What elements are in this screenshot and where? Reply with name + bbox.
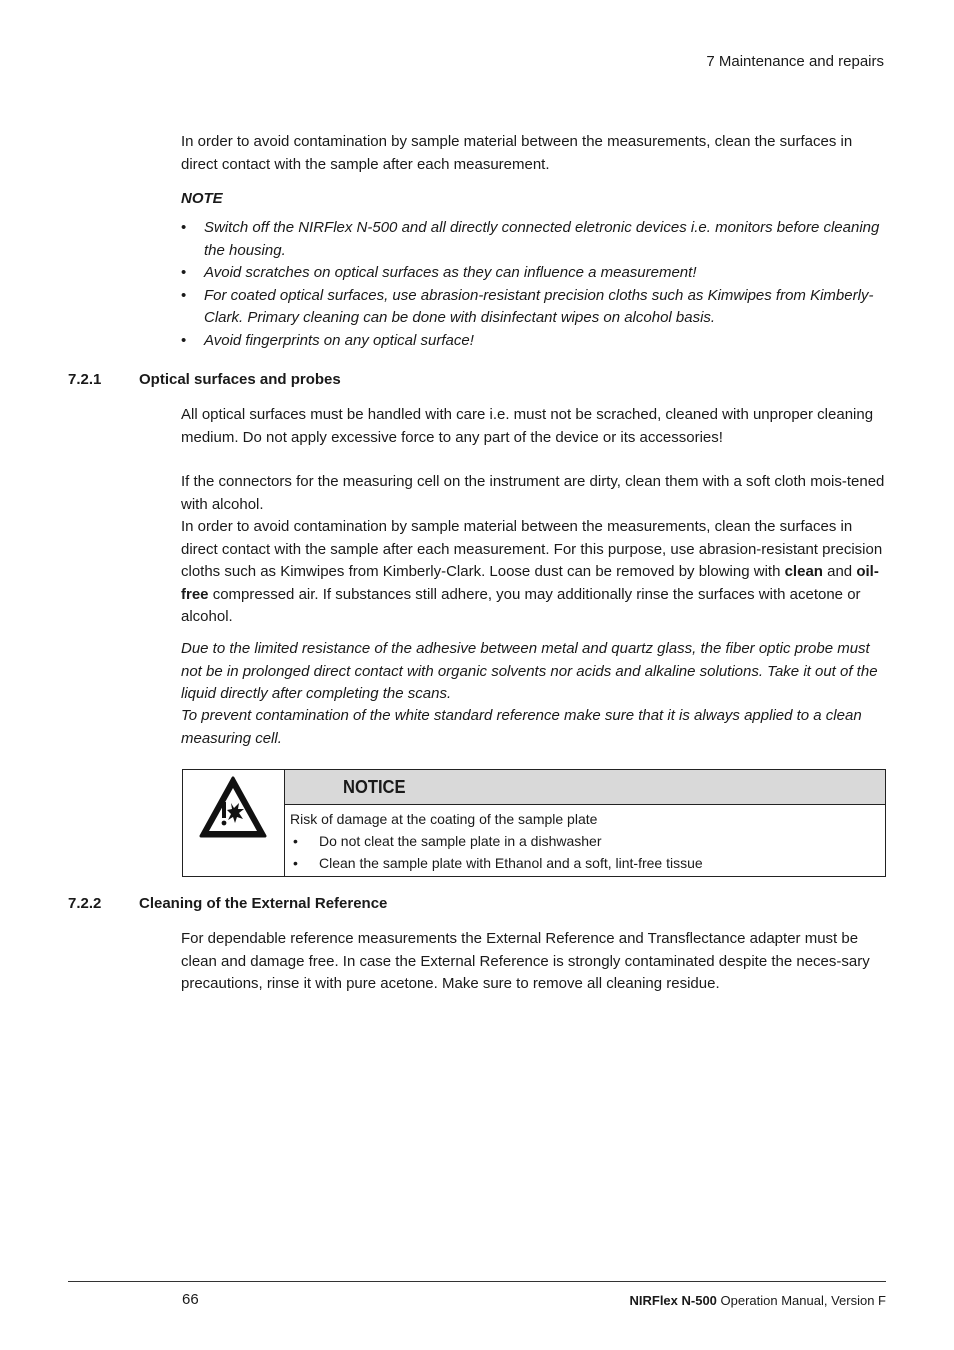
- section-title: Optical surfaces and probes: [139, 371, 341, 388]
- running-header: 7 Maintenance and repairs: [706, 53, 884, 70]
- section-title: Cleaning of the External Reference: [139, 895, 388, 912]
- footer-divider: [68, 1281, 886, 1282]
- section-number: 7.2.2: [68, 895, 102, 912]
- notice-text: Risk of damage at the coating of the sample plate: [290, 811, 598, 827]
- footer-title: [629, 1293, 886, 1308]
- product-name: NIRFlex N-500: [629, 1293, 717, 1308]
- notice-body: [290, 808, 879, 874]
- list-item: • Do not cleat the sample plate in a dishwasher: [290, 830, 879, 852]
- warning-triangle-icon: [198, 775, 268, 839]
- paragraph: In order to avoid contamination by sample material between the measurements, clean the surfaces in direct contact with the sample after each measurement. For this purpose, use abrasion-resistant precision cloths such as Kimwipes from Kimberly-Clark. Loose dust can be removed by blowing with clean and oil-free compressed air. If substances still adhere, you may additionally rinse the surfaces with acetone or alcohol.: [181, 518, 883, 625]
- italic-paragraph: Due to the limited resistance of the adhesive between metal and quartz glass, the fiber optic probe must not be in prolonged direct contact with organic solvents nor acids and alkaline solutions. Take it out of the liquid directly after completing the scans.: [181, 640, 878, 702]
- notice-icon-cell: [183, 770, 285, 876]
- page-number: 66: [182, 1291, 199, 1308]
- notice-header: [285, 770, 885, 805]
- doc-title: Operation Manual, Version F: [716, 1293, 886, 1308]
- note-list: [181, 217, 887, 352]
- list-item: • Switch off the NIRFlex N-500 and all directly connected eletronic devices i.e. monitors before cleaning the housing.: [181, 217, 887, 262]
- notice-title: NOTICE: [343, 777, 406, 797]
- italic-paragraph: To prevent contamination of the white standard reference make sure that it is always applied to a clean measuring cell.: [181, 707, 862, 747]
- notice-box: [182, 769, 886, 877]
- intro-paragraph: In order to avoid contamination by sample material between the measurements, clean the surfaces in direct contact with the sample after each measurement.: [181, 133, 853, 173]
- section-number: 7.2.1: [68, 371, 102, 388]
- list-item: • Clean the sample plate with Ethanol and a soft, lint-free tissue: [290, 852, 879, 874]
- list-item: • Avoid scratches on optical surfaces as they can influence a measurement!: [181, 262, 887, 285]
- paragraph: If the connectors for the measuring cell on the instrument are dirty, clean them with a soft cloth mois-tened with alcohol.: [181, 473, 885, 513]
- list-item: • Avoid fingerprints on any optical surface!: [181, 330, 887, 353]
- note-heading: NOTE: [181, 190, 223, 207]
- paragraph: All optical surfaces must be handled with care i.e. must not be scrached, cleaned with unproper cleaning medium. Do not apply excessive force to any part of the device or its accessories!: [181, 406, 874, 446]
- paragraph: For dependable reference measurements the External Reference and Transflectance adapter must be clean and damage free. In case the External Reference is strongly contaminated despite the neces-sary precautions, rinse it with pure acetone. Make sure to remove all cleaning residue.: [181, 930, 870, 992]
- notice-list: [290, 830, 879, 874]
- list-item: • For coated optical surfaces, use abrasion-resistant precision cloths such as Kimwipes from Kimberly-Clark. Primary cleaning can be done with disinfectant wipes on alcohol basis.: [181, 285, 887, 330]
- bold-clean: clean: [784, 563, 823, 580]
- bold-oil-free: oil-free: [181, 563, 879, 603]
